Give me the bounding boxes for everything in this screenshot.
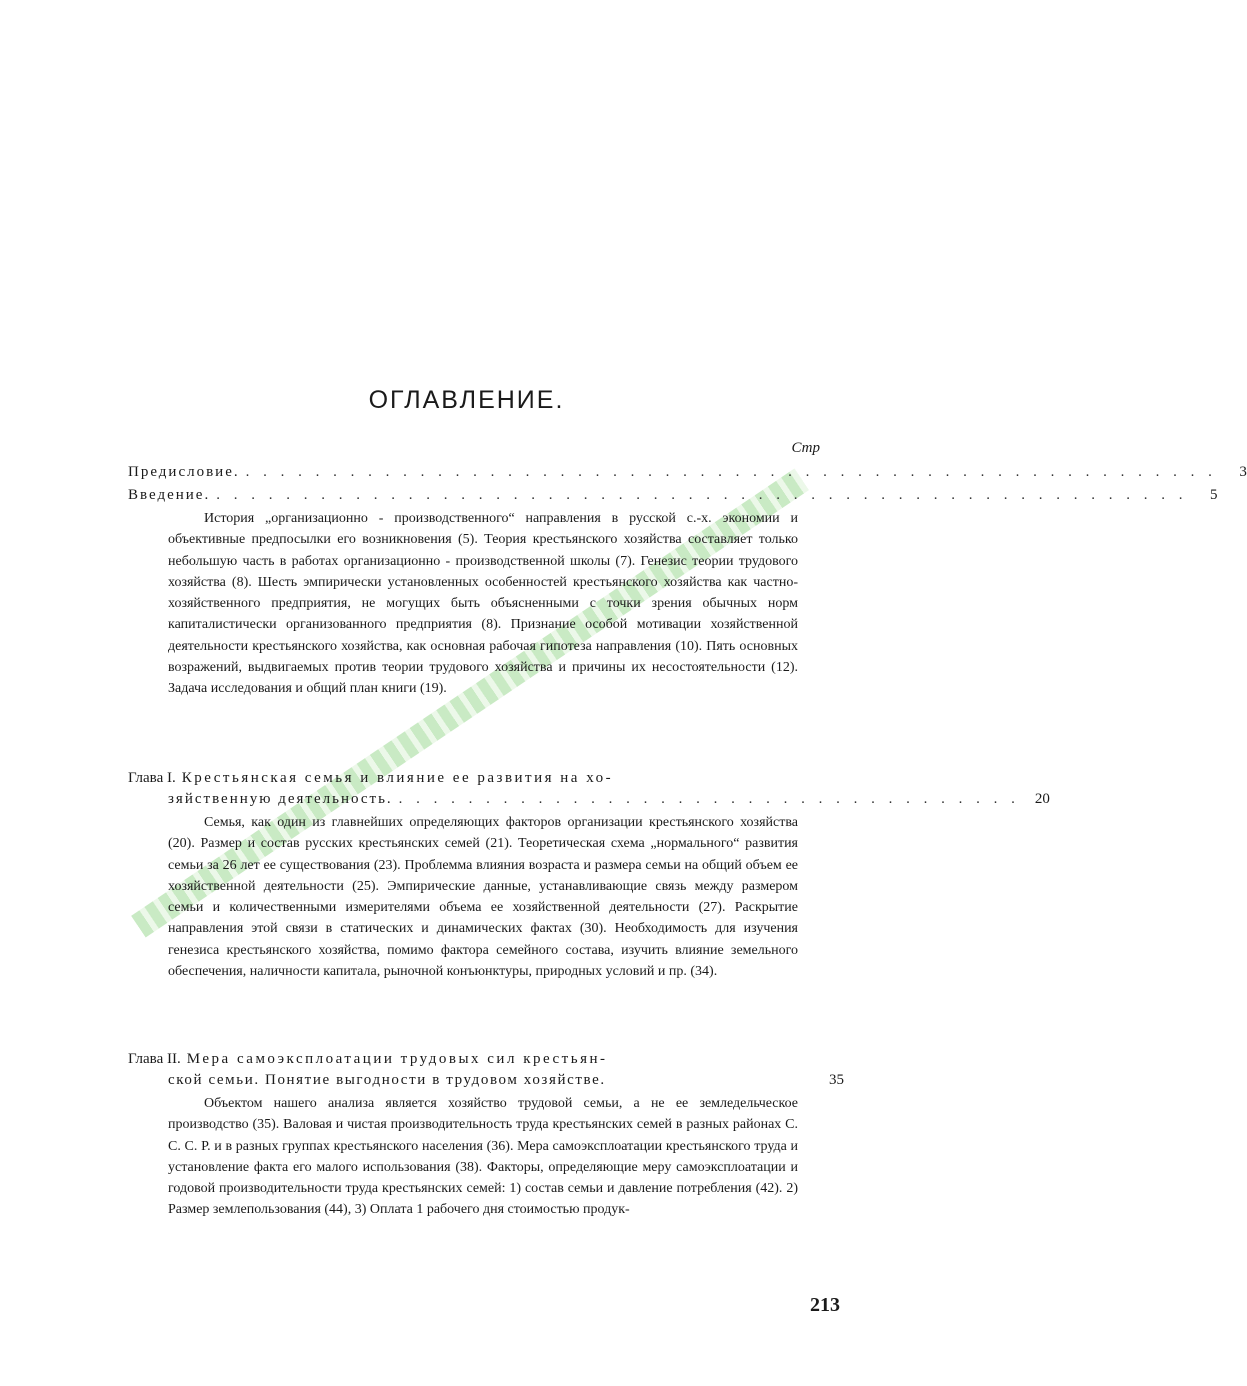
toc-entry-introduction[interactable] [128, 485, 1218, 700]
toc-entry-preface[interactable] [128, 462, 1247, 483]
toc-entry-summary: Семья, как один из главнейших определяющих факторов организации крестьянского хозяйства (20). Размер и состав русских крестьянских семей (21). Теоретическая схема „нормального“ развития семьи за 26 лет ее существования (23). Проблемма влияния возраста и размера семьи на общий объем ее хозяйственной деятельности (25). Эмпирические данные, устанавливающие связь между размером семьи и количественными измерителями объема ее хозяйственной деятельности (27). Раскрытие направления этой связи в статических и динамических фактах (30). Необходимость для изучения генезиса крестьянского хозяйства, помимо фактора семейного состава, изучить влияние земельного обеспечения, наличности капитала, рыночной конъюнктуры, природных условий и пр. (34). [168, 815, 798, 980]
leader-dots: . . . . . . . . . . . . . . . . . . . . . . . . . . . . . . . . . . . . . . . . . . . . . . . . . . . . . . . . [245, 464, 1217, 480]
toc-entry-label: Предисловие. [128, 464, 240, 480]
chapter-number: Глава I. [128, 770, 176, 786]
toc-entry-summary: История „организационно - производственного“ направления в русской с.-х. экономии и объективные предпосылки его возникновения (5). Теория крестьянского хозяйства составляет только небольшую часть в работах организационно - производственной школы (7). Генезис теории трудового хозяйства (8). Шесть эмпирически установленных особенностей крестьянского хозяйства как частно-хозяйственного предприятия, не могущих быть объясненными с точки зрения обычных норм капиталистически организованного предприятия (8). Признание особой мотивации хозяйственной деятельности крестьянского хозяйства, как основная рабочая гипотеза направления (10). Пять основных возражений, выдвигаемых против теории трудового хозяйства и причины их несостоятельности (12). Задача исследования и общий план книги (19). [168, 511, 798, 697]
chapter-title-line1: Крестьянская семья и влияние ее развития на хо- [181, 770, 614, 786]
toc-entry-summary: Объектом нашего анализа является хозяйство трудовой семьи, а не ее земледельческое производство (35). Валовая и чистая производительность труда крестьянских семей в разных районах С. С. С. Р. и в разных группах крестьянского населения (36). Мера самоэксплоатации крестьянского труда и установление факта его малого использования (38). Факторы, определяющие меру самоэксплоатации и годовой производительности труда крестьянских семей: 1) состав семьи и давление потребления (42). 2) Размер землепользования (44), 3) Оплата 1 рабочего дня стоимостью продук- [168, 1096, 798, 1218]
toc-entry-page: 3 [1239, 464, 1247, 480]
toc-entry-label: Введение. [128, 487, 211, 503]
chapter-title-line2: зяйственную деятельность. [168, 791, 393, 807]
leader-dots: . . . . . . . . . . . . . . . . . . . . . . . . . . . . . . . . . . . . . . . . . . . . . . . . . . . . . . . . [216, 487, 1188, 503]
page-title: ОГЛАВЛЕНИЕ. [368, 386, 565, 414]
toc-entry-page: 5 [1209, 487, 1218, 503]
page-column-label: Стр [791, 440, 820, 456]
chapter-number: Глава II. [128, 1051, 181, 1067]
toc-entry-chapter-1[interactable] [128, 768, 1050, 982]
toc-entry-chapter-2[interactable] [128, 1049, 844, 1221]
leader-dots: . . . . . . . . . . . . . . . . . . . . . . . . . . . . . . . . . . . . [398, 791, 1020, 807]
toc-entry-page: 35 [829, 1072, 844, 1088]
toc-entry-page: 20 [1034, 791, 1050, 807]
chapter-title-line2: ской семьи. Понятие выгодности в трудовом хозяйстве. [168, 1072, 606, 1088]
page-number: 213 [810, 1294, 840, 1316]
chapter-title-line1: Мера самоэксплоатации трудовых сил крестьян- [186, 1051, 608, 1067]
